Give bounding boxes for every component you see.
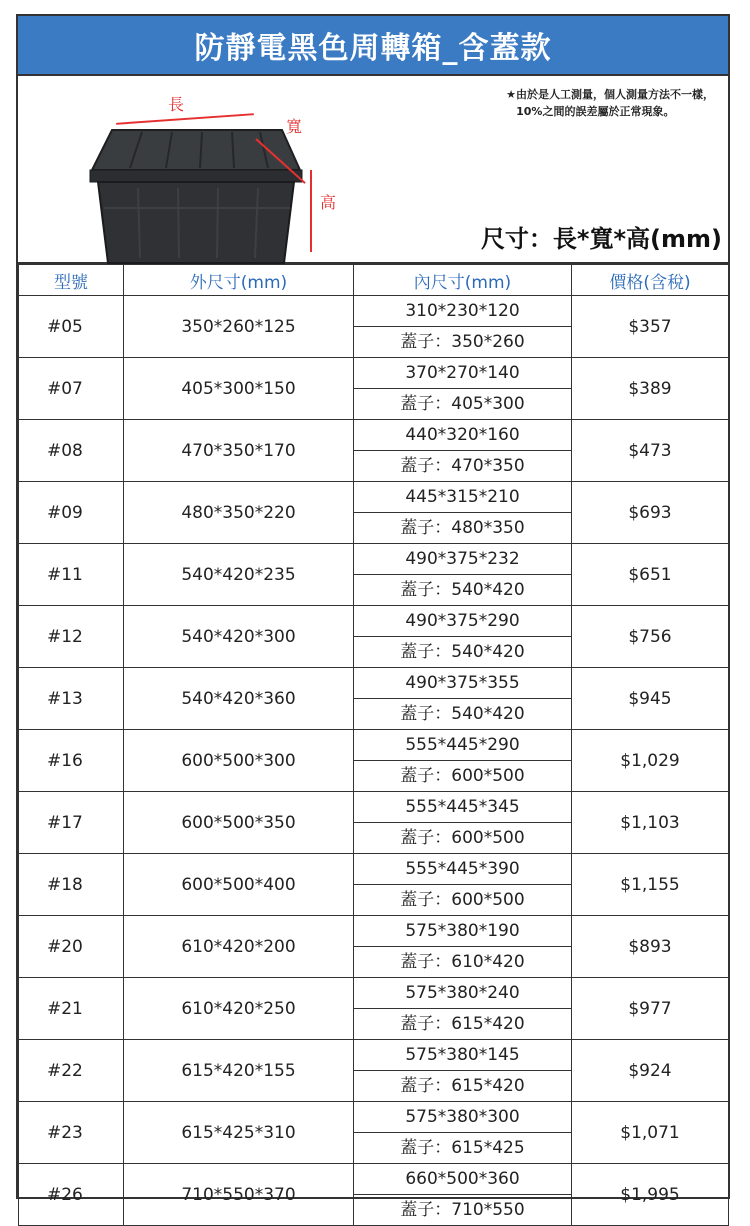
- outer-size-cell: 540*420*360: [124, 668, 354, 730]
- model-cell: #11: [19, 544, 124, 606]
- price-cell: $924: [572, 1040, 729, 1102]
- table-row: [19, 1164, 729, 1226]
- price-cell: $357: [572, 296, 729, 358]
- inner-size-cell: [354, 1040, 572, 1102]
- table-row: [19, 730, 729, 792]
- outer-size-cell: 610*420*250: [124, 978, 354, 1040]
- lid-size-value: 蓋子：610*420: [400, 952, 525, 972]
- lid-size-value: 蓋子：540*420: [400, 642, 525, 662]
- lid-size-value: 蓋子：405*300: [400, 394, 525, 414]
- outer-size-cell: 405*300*150: [124, 358, 354, 420]
- inner-size-cell: [354, 482, 572, 544]
- price-cell: $977: [572, 978, 729, 1040]
- header-model: 型號: [19, 265, 124, 296]
- inner-size-cell: [354, 854, 572, 916]
- price-cell: $1,103: [572, 792, 729, 854]
- outer-size-cell: 540*420*235: [124, 544, 354, 606]
- inner-size-value: 660*500*360: [354, 1164, 571, 1195]
- model-cell: #23: [19, 1102, 124, 1164]
- lid-size-value: 蓋子：710*550: [400, 1200, 525, 1220]
- lid-size-value: 蓋子：480*350: [400, 518, 525, 538]
- height-label: 高: [320, 193, 337, 212]
- inner-size-value: 575*380*240: [354, 978, 571, 1009]
- outer-size-cell: 480*350*220: [124, 482, 354, 544]
- lid-size-value: 蓋子：600*500: [400, 828, 525, 848]
- inner-size-value: 310*230*120: [354, 296, 571, 327]
- table-row: [19, 916, 729, 978]
- model-cell: #13: [19, 668, 124, 730]
- inner-size-cell: [354, 978, 572, 1040]
- inner-size-value: 575*380*190: [354, 916, 571, 947]
- measurement-note: [506, 86, 714, 120]
- inner-size-cell: [354, 1164, 572, 1226]
- outer-size-cell: 615*425*310: [124, 1102, 354, 1164]
- lid-size-value: 蓋子：540*420: [400, 704, 525, 724]
- size-unit-label: 尺寸：長*寬*高(mm): [480, 225, 722, 253]
- lid-size-value: 蓋子：615*420: [400, 1014, 525, 1034]
- model-cell: #09: [19, 482, 124, 544]
- price-cell: $389: [572, 358, 729, 420]
- price-cell: $693: [572, 482, 729, 544]
- inner-size-cell: [354, 544, 572, 606]
- spec-sheet: [16, 14, 730, 1220]
- lid-size-value: 蓋子：600*500: [400, 890, 525, 910]
- inner-size-cell: [354, 668, 572, 730]
- outer-size-cell: 615*420*155: [124, 1040, 354, 1102]
- price-cell: $756: [572, 606, 729, 668]
- inner-size-cell: [354, 730, 572, 792]
- table-row: [19, 1040, 729, 1102]
- model-cell: #07: [19, 358, 124, 420]
- header-price: 價格(含稅): [572, 265, 729, 296]
- outer-size-cell: 710*550*370: [124, 1164, 354, 1226]
- table-body: [19, 296, 729, 1226]
- inner-size-value: 490*375*232: [354, 544, 571, 575]
- inner-size-value: 575*380*300: [354, 1102, 571, 1133]
- outer-size-cell: 350*260*125: [124, 296, 354, 358]
- lid-size-value: 蓋子：600*500: [400, 766, 525, 786]
- lid-size-value: 蓋子：470*350: [400, 456, 525, 476]
- page-title: 防靜電黑色周轉箱_含蓋款: [18, 16, 728, 74]
- width-label: 寬: [286, 117, 303, 136]
- price-cell: $945: [572, 668, 729, 730]
- inner-size-value: 370*270*140: [354, 358, 571, 389]
- inner-size-value: 555*445*345: [354, 792, 571, 823]
- note-line-1: ★由於是人工測量，個人測量方法不一樣，: [506, 88, 714, 101]
- model-cell: #22: [19, 1040, 124, 1102]
- inner-size-cell: [354, 606, 572, 668]
- table-row: [19, 792, 729, 854]
- crate-image: [82, 118, 312, 268]
- outer-size-cell: 600*500*350: [124, 792, 354, 854]
- price-cell: $473: [572, 420, 729, 482]
- model-cell: #12: [19, 606, 124, 668]
- model-cell: #16: [19, 730, 124, 792]
- model-cell: #08: [19, 420, 124, 482]
- price-cell: $651: [572, 544, 729, 606]
- header-inner-size: 內尺寸(mm): [354, 265, 572, 296]
- inner-size-cell: [354, 358, 572, 420]
- inner-size-cell: [354, 296, 572, 358]
- inner-size-value: 440*320*160: [354, 420, 571, 451]
- lid-size-value: 蓋子：350*260: [400, 332, 525, 352]
- model-cell: #26: [19, 1164, 124, 1226]
- inner-size-value: 445*315*210: [354, 482, 571, 513]
- price-cell: $1,029: [572, 730, 729, 792]
- outer-size-cell: 600*500*300: [124, 730, 354, 792]
- model-cell: #21: [19, 978, 124, 1040]
- inner-size-value: 555*445*290: [354, 730, 571, 761]
- header-outer-size: 外尺寸(mm): [124, 265, 354, 296]
- table-row: [19, 1102, 729, 1164]
- table-row: [19, 296, 729, 358]
- table-row: [19, 358, 729, 420]
- model-cell: #18: [19, 854, 124, 916]
- outer-size-cell: 610*420*200: [124, 916, 354, 978]
- inner-size-cell: [354, 420, 572, 482]
- lid-size-value: 蓋子：615*425: [400, 1138, 525, 1158]
- inner-size-cell: [354, 792, 572, 854]
- outer-size-cell: 470*350*170: [124, 420, 354, 482]
- table-row: [19, 420, 729, 482]
- outer-size-cell: 600*500*400: [124, 854, 354, 916]
- table-row: [19, 482, 729, 544]
- lid-size-value: 蓋子：615*420: [400, 1076, 525, 1096]
- price-cell: $893: [572, 916, 729, 978]
- product-diagram: [18, 74, 728, 264]
- price-cell: $1,995: [572, 1164, 729, 1226]
- model-cell: #05: [19, 296, 124, 358]
- table-header-row: [19, 265, 729, 296]
- inner-size-cell: [354, 1102, 572, 1164]
- spec-table: [18, 264, 729, 1226]
- outer-size-cell: 540*420*300: [124, 606, 354, 668]
- table-row: [19, 854, 729, 916]
- inner-size-cell: [354, 916, 572, 978]
- note-line-2: 10%之間的誤差屬於正常現象。: [516, 105, 675, 118]
- length-label: 長: [168, 95, 185, 114]
- lid-size-value: 蓋子：540*420: [400, 580, 525, 600]
- table-row: [19, 544, 729, 606]
- table-row: [19, 668, 729, 730]
- inner-size-value: 555*445*390: [354, 854, 571, 885]
- height-marker: [310, 170, 312, 252]
- table-row: [19, 606, 729, 668]
- table-row: [19, 978, 729, 1040]
- model-cell: #20: [19, 916, 124, 978]
- price-cell: $1,071: [572, 1102, 729, 1164]
- price-cell: $1,155: [572, 854, 729, 916]
- inner-size-value: 490*375*355: [354, 668, 571, 699]
- inner-size-value: 575*380*145: [354, 1040, 571, 1071]
- inner-size-value: 490*375*290: [354, 606, 571, 637]
- model-cell: #17: [19, 792, 124, 854]
